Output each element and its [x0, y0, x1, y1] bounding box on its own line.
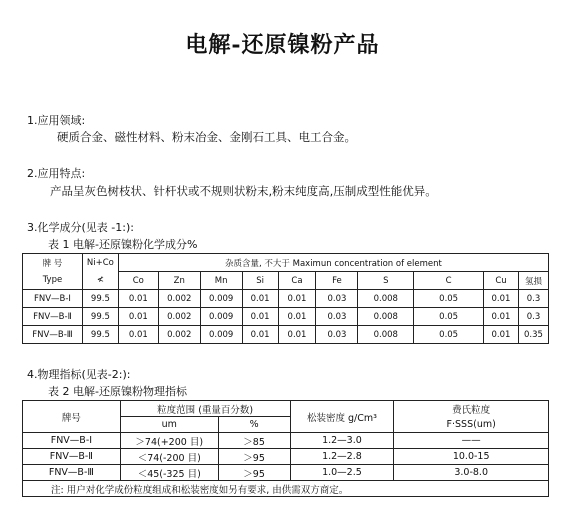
value-cell: 0.35 — [518, 326, 548, 344]
size-pct-cell: ＞85 — [218, 433, 290, 449]
value-cell: 0.05 — [414, 308, 484, 326]
size-um-cell: ＞74(+200 目) — [120, 433, 218, 449]
value-cell: 0.05 — [414, 326, 484, 344]
element-header: Zn — [158, 272, 200, 290]
value-cell: 0.03 — [316, 308, 358, 326]
element-header: Ca — [278, 272, 316, 290]
density-cell: 1.2—2.8 — [290, 449, 394, 465]
type-cell: FNV—B-Ⅱ — [23, 308, 83, 326]
size-pct-cell: ＞95 — [218, 449, 290, 465]
value-cell: 0.01 — [118, 290, 158, 308]
size-range-header: 粒度范围 (重量百分数) — [120, 401, 290, 417]
table-2-caption: 表 2 电解-还原镍粉物理指标 — [48, 385, 187, 398]
table-row — [23, 465, 549, 481]
nico-min-symbol: ≮ — [82, 272, 118, 290]
fisher-cell: 3.0-8.0 — [394, 465, 549, 481]
value-cell: 0.002 — [158, 290, 200, 308]
value-cell: 0.05 — [414, 290, 484, 308]
type-cell: FNV—B-Ⅰ — [23, 290, 83, 308]
table-row — [23, 308, 549, 326]
fisher-cell: —— — [394, 433, 549, 449]
physical-properties-table — [22, 400, 549, 497]
fisher-header: 费氏粒度 — [394, 401, 549, 417]
value-cell: 0.008 — [358, 290, 414, 308]
nico-cell: 99.5 — [82, 290, 118, 308]
value-cell: 0.01 — [484, 326, 519, 344]
value-cell: 0.01 — [484, 308, 519, 326]
size-um-cell: ＜45(-325 目) — [120, 465, 218, 481]
value-cell: 0.01 — [242, 290, 278, 308]
impurity-header: 杂质含量, 不大于 Maximun concentration of element — [118, 254, 548, 272]
value-cell: 0.009 — [200, 290, 242, 308]
table-row — [23, 433, 549, 449]
element-header: 氢损 — [518, 272, 548, 290]
value-cell: 0.01 — [242, 326, 278, 344]
brand-header: 牌号 — [23, 401, 121, 433]
nico-cell: 99.5 — [82, 308, 118, 326]
value-cell: 0.002 — [158, 308, 200, 326]
table-1-caption: 表 1 电解-还原镍粉化学成分% — [48, 238, 198, 251]
value-cell: 0.009 — [200, 308, 242, 326]
element-header: Si — [242, 272, 278, 290]
value-cell: 0.008 — [358, 326, 414, 344]
section-1-body: 硬质合金、磁性材料、粉末冶金、金刚石工具、电工合金。 — [57, 130, 356, 144]
type-cell: FNV—B-Ⅲ — [23, 326, 83, 344]
nico-header: Ni+Co — [82, 254, 118, 272]
type-cell: FNV—B-Ⅲ — [23, 465, 121, 481]
chemical-composition-table — [22, 253, 549, 344]
type-cell: FNV—B-Ⅱ — [23, 449, 121, 465]
section-2-body: 产品呈灰色树枝状、针杆状或不规则状粉末,粉末纯度高,压制成型性能优异。 — [50, 184, 437, 198]
size-um-cell: ＜74(-200 目) — [120, 449, 218, 465]
value-cell: 0.01 — [118, 326, 158, 344]
table-row — [23, 290, 549, 308]
density-header: 松装密度 g/Cm³ — [290, 401, 394, 433]
value-cell: 0.03 — [316, 326, 358, 344]
value-cell: 0.01 — [278, 326, 316, 344]
nico-cell: 99.5 — [82, 326, 118, 344]
value-cell: 0.01 — [242, 308, 278, 326]
section-1-heading: 1.应用领域: — [27, 114, 86, 127]
fisher-unit-header: F·SSS(um) — [394, 417, 549, 433]
density-cell: 1.2—3.0 — [290, 433, 394, 449]
value-cell: 0.009 — [200, 326, 242, 344]
table-row — [23, 326, 549, 344]
value-cell: 0.01 — [484, 290, 519, 308]
um-header: um — [120, 417, 218, 433]
section-4-heading: 4.物理指标(见表-2:): — [27, 368, 131, 381]
size-pct-cell: ＞95 — [218, 465, 290, 481]
table-row — [23, 449, 549, 465]
element-header: Co — [118, 272, 158, 290]
value-cell: 0.01 — [118, 308, 158, 326]
table-note: 注: 用户对化学成份粒度组成和松装密度如另有要求, 由供需双方商定。 — [23, 481, 549, 497]
brand-header: 牌 号 — [23, 254, 83, 272]
value-cell: 0.01 — [278, 290, 316, 308]
value-cell: 0.03 — [316, 290, 358, 308]
value-cell: 0.3 — [518, 308, 548, 326]
section-3-heading: 3.化学成分(见表 -1:): — [27, 221, 134, 234]
element-header: C — [414, 272, 484, 290]
pct-header: % — [218, 417, 290, 433]
type-cell: FNV—B-Ⅰ — [23, 433, 121, 449]
page-title: 电解-还原镍粉产品 — [185, 32, 380, 58]
fisher-cell: 10.0-15 — [394, 449, 549, 465]
type-header: Type — [23, 272, 83, 290]
value-cell: 0.002 — [158, 326, 200, 344]
density-cell: 1.0—2.5 — [290, 465, 394, 481]
section-2-heading: 2.应用特点: — [27, 167, 86, 180]
value-cell: 0.008 — [358, 308, 414, 326]
element-header: Mn — [200, 272, 242, 290]
element-header: Cu — [484, 272, 519, 290]
element-header: S — [358, 272, 414, 290]
element-header: Fe — [316, 272, 358, 290]
value-cell: 0.3 — [518, 290, 548, 308]
value-cell: 0.01 — [278, 308, 316, 326]
